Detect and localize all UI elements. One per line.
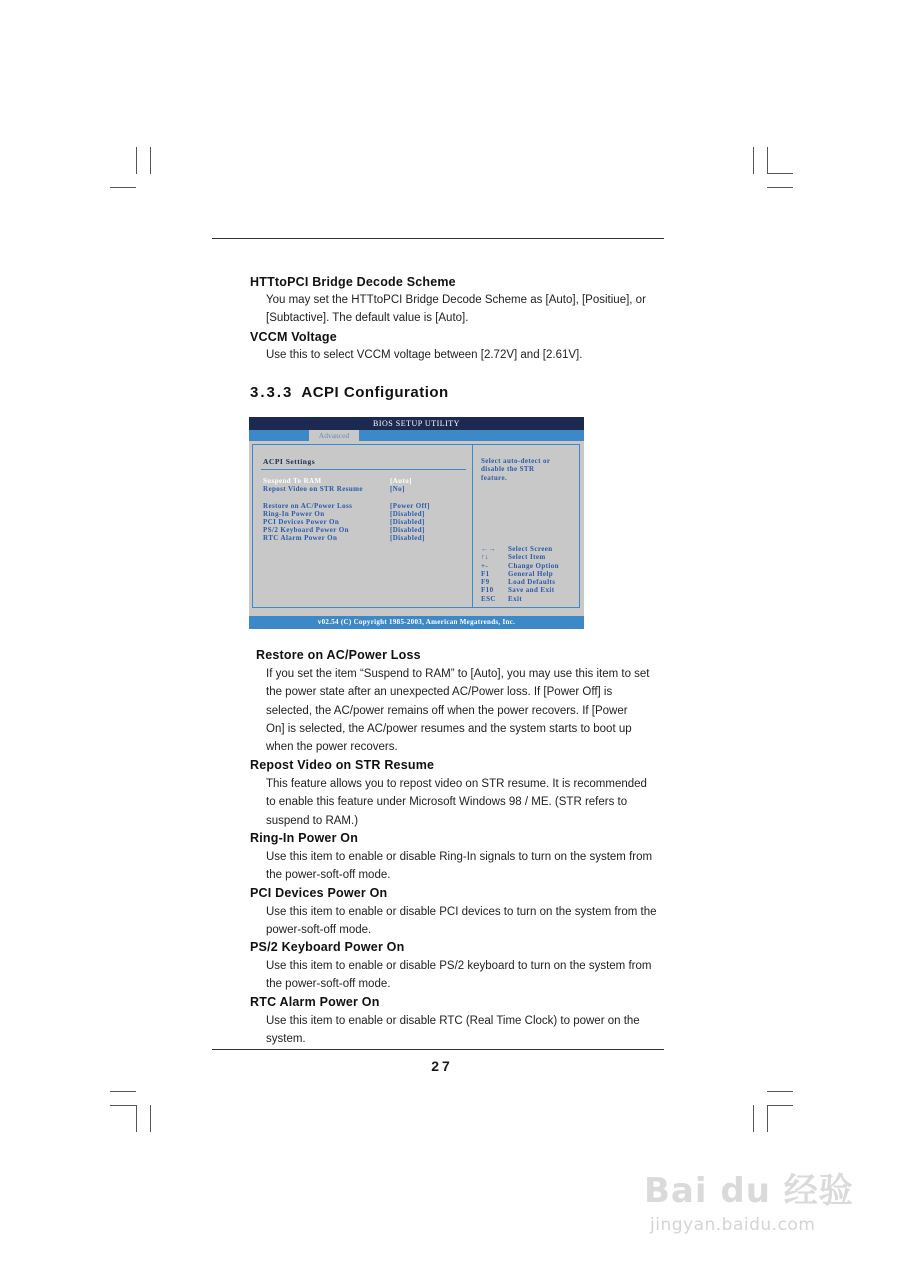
bios-item-pci-devices[interactable]: PCI Devices Power On — [263, 518, 340, 526]
bios-title-bar: BIOS SETUP UTILITY — [249, 417, 584, 430]
heading-repost-video: Repost Video on STR Resume — [250, 758, 435, 772]
paragraph-rtc-alarm: Use this item to enable or disable RTC (Real Time Clock) to power on the system. — [266, 1015, 640, 1046]
crop-mark — [110, 187, 136, 188]
crop-mark — [136, 147, 137, 174]
bios-settings-title: ACPI Settings — [263, 457, 316, 466]
bios-key-list: ←→ ↑↓ +- F1 F9 F10 ESC — [481, 545, 496, 603]
paragraph-repost-video: This feature allows you to repost video on STR resume. It is recommended to enable this feature under Microsoft Windows 98 / ME. (STR refers to suspend to RAM.) — [266, 778, 647, 827]
crop-mark — [110, 1105, 136, 1106]
bios-value-repost-video[interactable]: [No] — [390, 485, 405, 493]
crop-mark — [767, 1091, 793, 1092]
crop-mark — [767, 1105, 768, 1132]
paragraph-ps2-keyboard: Use this item to enable or disable PS/2 keyboard to turn on the system from the power-soft-off mode. — [266, 960, 652, 991]
watermark-url: jingyan.baidu.com — [650, 1215, 816, 1235]
paragraph-pci-devices: Use this item to enable or disable PCI devices to turn on the system from the power-soft-off mode. — [266, 906, 657, 937]
bios-value-pci-devices[interactable]: [Disabled] — [390, 518, 425, 526]
bios-value-restore-ac[interactable]: [Power Off] — [390, 502, 430, 510]
section-name: ACPI Configuration — [301, 384, 449, 401]
bios-value-rtc-alarm[interactable]: [Disabled] — [390, 534, 425, 542]
heading-ps2-keyboard: PS/2 Keyboard Power On — [250, 940, 405, 954]
heading-rtc-alarm: RTC Alarm Power On — [250, 995, 380, 1009]
bios-value-ps2-keyboard[interactable]: [Disabled] — [390, 526, 425, 534]
bios-item-ring-in[interactable]: Ring-In Power On — [263, 510, 325, 518]
watermark-logo: Bai du 经验 — [644, 1171, 854, 1211]
tab-advanced[interactable]: Advanced — [309, 430, 359, 441]
crop-mark — [767, 187, 793, 188]
header-rule — [212, 238, 664, 239]
bios-item-rtc-alarm[interactable]: RTC Alarm Power On — [263, 534, 338, 542]
heading-pci-devices: PCI Devices Power On — [250, 886, 388, 900]
crop-mark — [767, 1105, 793, 1106]
paragraph-ring-in: Use this item to enable or disable Ring-In signals to turn on the system from the power-soft-off mode. — [266, 851, 653, 882]
bios-footer: v02.54 (C) Copyright 1985-2003, American Megatrends, Inc. — [249, 616, 584, 629]
heading-vccm: VCCM Voltage — [250, 330, 337, 344]
crop-mark — [150, 1105, 151, 1132]
page-number: 27 — [431, 1058, 453, 1074]
crop-mark — [136, 1105, 137, 1132]
heading-restore-ac: Restore on AC/Power Loss — [256, 648, 421, 662]
bios-value-suspend-to-ram[interactable]: [Auto] — [390, 477, 412, 485]
section-title — [250, 384, 449, 401]
section-number: 3.3.3 — [250, 384, 294, 401]
paragraph-vccm: Use this to select VCCM voltage between [2.72V] and [2.61V]. — [266, 349, 583, 361]
bios-screen — [249, 417, 584, 629]
bios-settings-underline — [261, 469, 466, 470]
bios-item-suspend-to-ram[interactable]: Suspend To RAM — [263, 477, 322, 485]
crop-mark — [767, 147, 768, 174]
crop-mark — [753, 147, 754, 174]
crop-mark — [767, 173, 793, 174]
bios-tab-bar — [249, 430, 584, 441]
crop-mark — [753, 1105, 754, 1132]
bios-help-text: Select auto-detect or disable the STR feature. — [481, 457, 551, 482]
footer-rule — [212, 1049, 664, 1050]
crop-mark — [110, 1091, 136, 1092]
heading-ring-in: Ring-In Power On — [250, 831, 359, 845]
bios-divider — [472, 444, 473, 607]
paragraph-restore-ac: If you set the item “Suspend to RAM” to [Auto], you may use this item to set the power state after an unexpected AC/Power loss. If [Power Off] is selected, the AC/power remains off when the power recovers. If [Power On] is selected, the AC/power resumes and the system starts to boot up when the power recovers. — [266, 668, 650, 754]
heading-htt-bridge: HTTtoPCI Bridge Decode Scheme — [250, 275, 456, 289]
crop-mark — [150, 147, 151, 174]
bios-item-restore-ac[interactable]: Restore on AC/Power Loss — [263, 502, 353, 510]
bios-item-ps2-keyboard[interactable]: PS/2 Keyboard Power On — [263, 526, 349, 534]
bios-item-repost-video[interactable]: Repost Video on STR Resume — [263, 485, 363, 493]
bios-key-actions: Select Screen Select Item Change Option General Help Load Defaults Save and Exit Exit — [508, 545, 559, 603]
paragraph-htt-bridge: You may set the HTTtoPCI Bridge Decode Scheme as [Auto], [Positiue], or [Subtactive]. The default value is [Auto]. — [266, 294, 646, 325]
bios-value-ring-in[interactable]: [Disabled] — [390, 510, 425, 518]
